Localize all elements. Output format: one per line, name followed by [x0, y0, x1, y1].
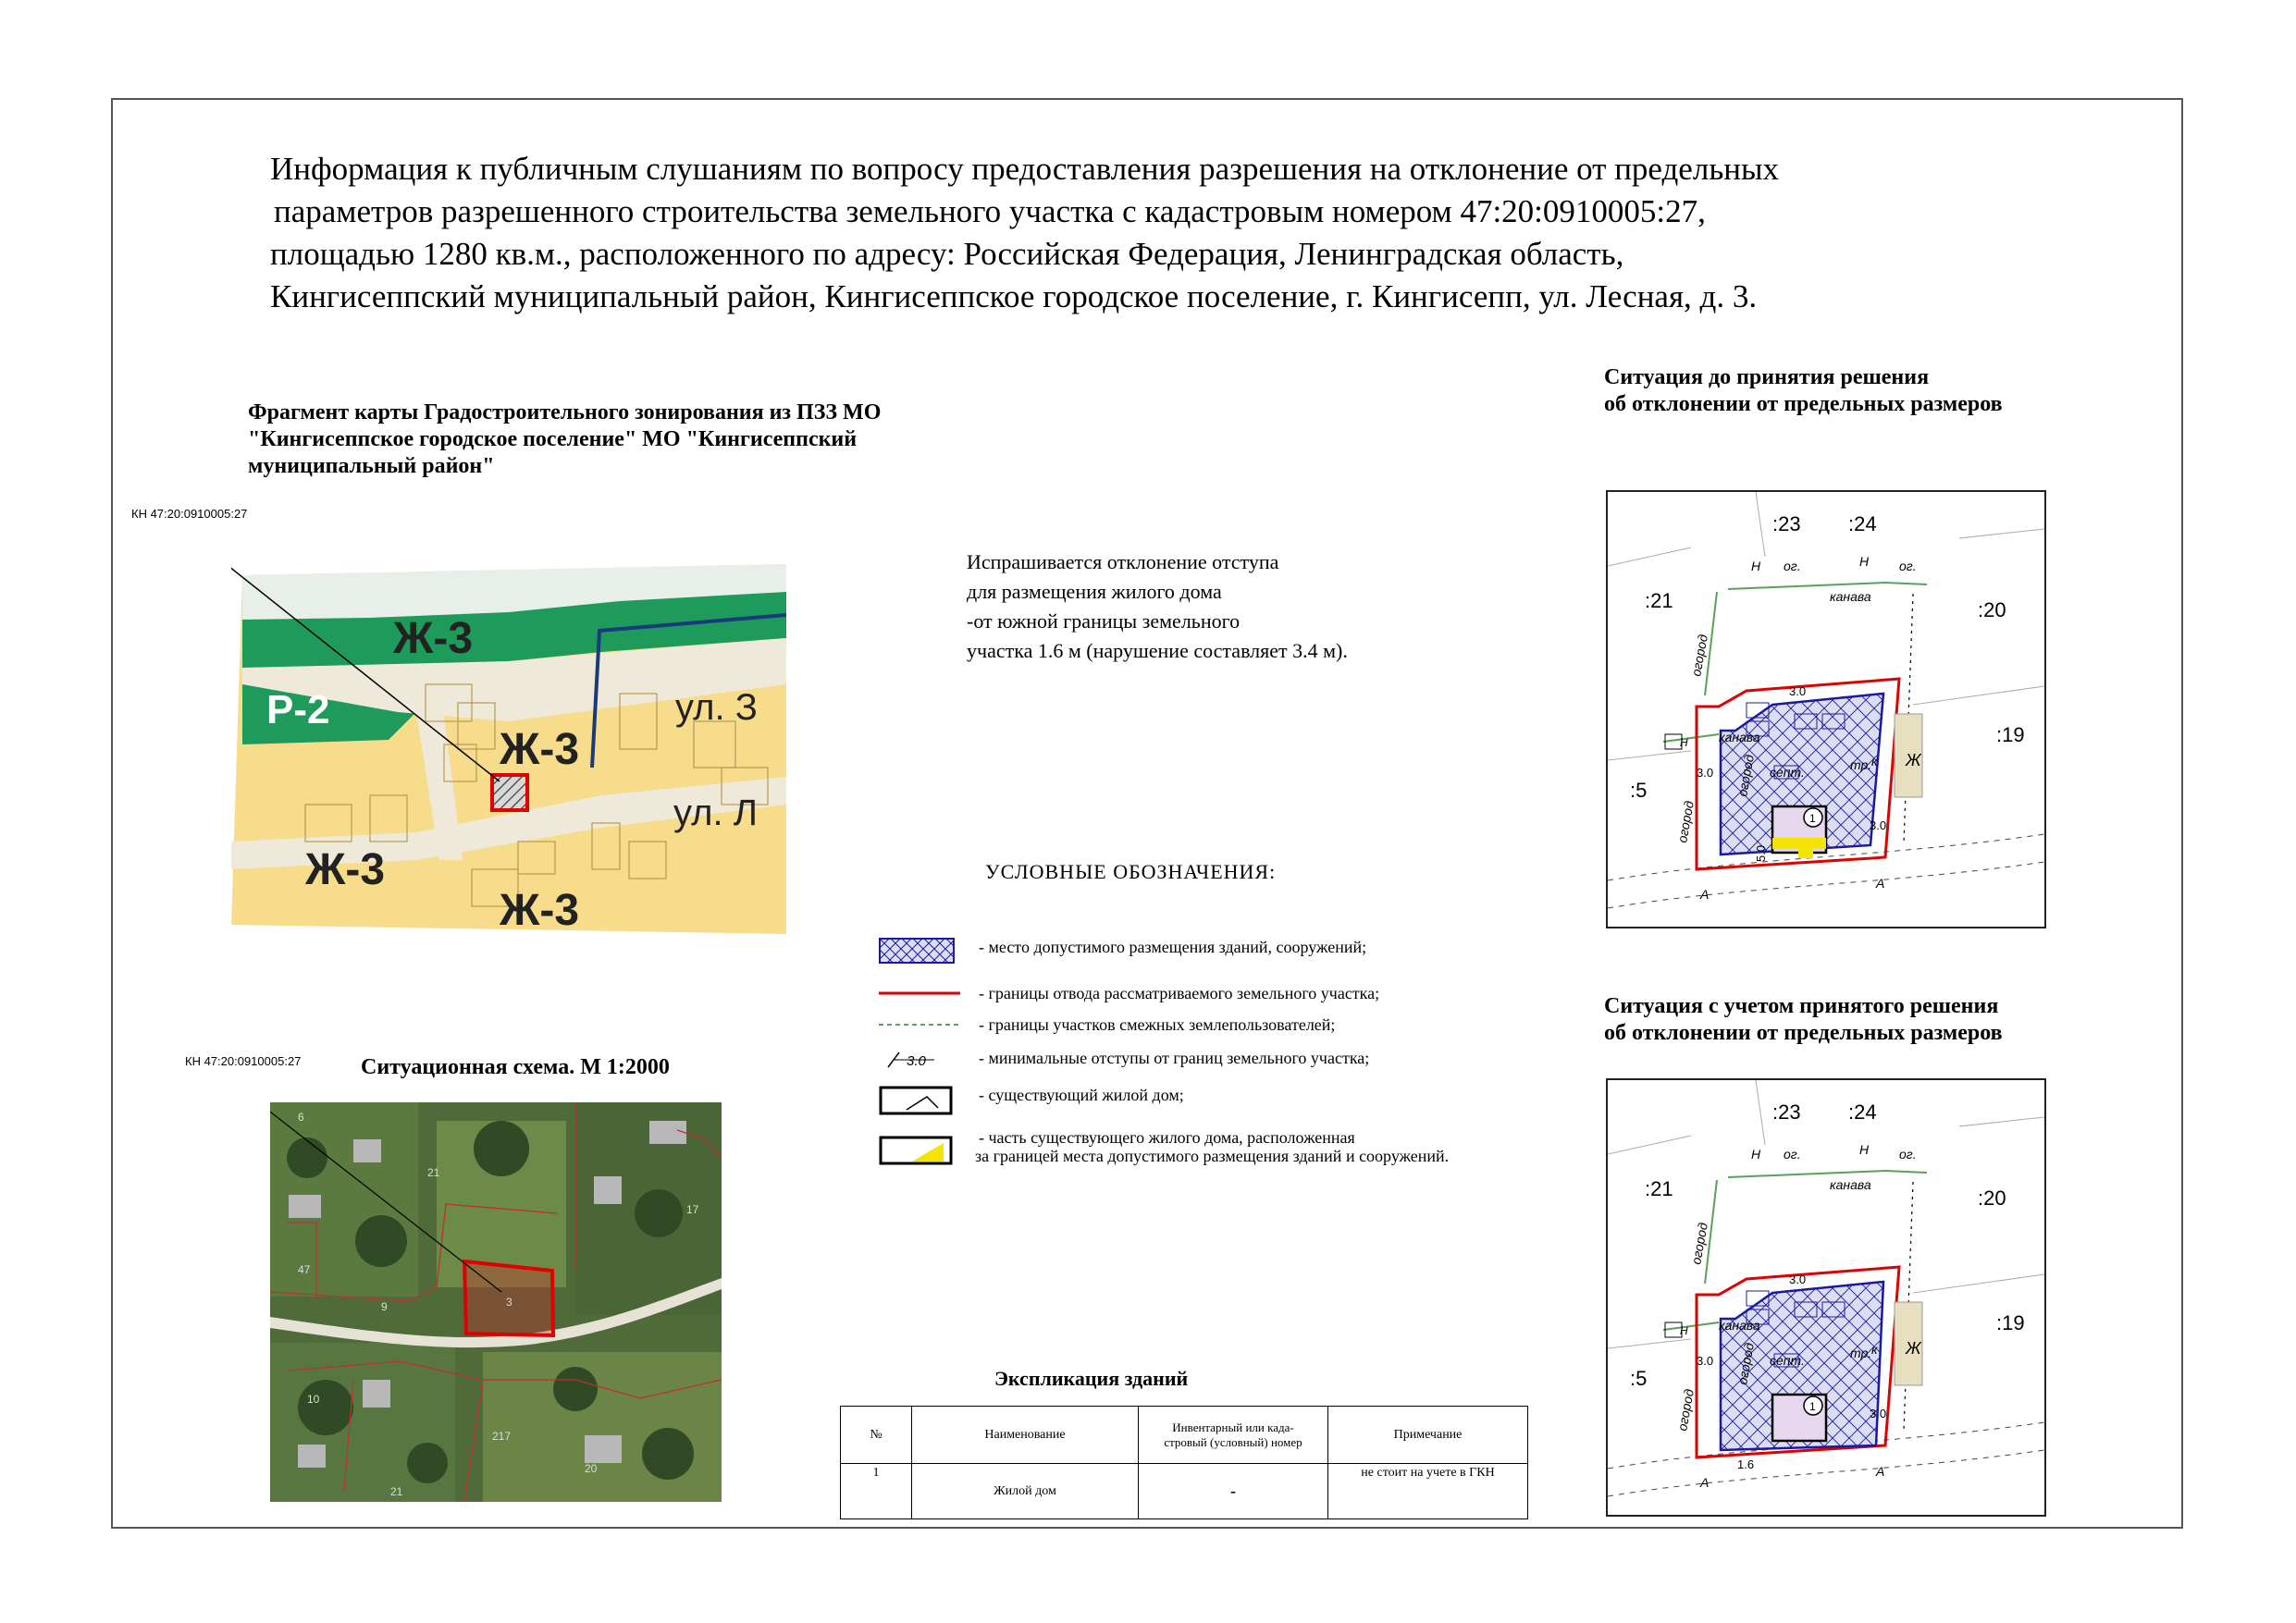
- zone-zh3-top: Ж-3: [393, 614, 474, 663]
- zoning-map: [231, 564, 786, 934]
- before-label-three-right: 3.0: [1870, 818, 1887, 832]
- after-heading-line-1: Ситуация с учетом принятого решения: [1604, 994, 1999, 1018]
- before-label-three-top: 3.0: [1789, 684, 1807, 698]
- after-label-kanava2: канава: [1719, 1318, 1760, 1333]
- explication-header-name: Наименование: [912, 1407, 1139, 1464]
- legend-title: УСЛОВНЫЕ ОБОЗНАЧЕНИЯ:: [985, 860, 1277, 883]
- after-label-k: к: [1871, 1342, 1878, 1357]
- setback-symbol-text: 3.0: [907, 1053, 926, 1069]
- red-line-swatch: [879, 984, 962, 1002]
- situation-heading: Ситуационная схема. М 1:2000: [361, 1055, 670, 1079]
- after-label-19: :19: [1996, 1311, 2025, 1334]
- after-label-n3: Н: [1680, 1324, 1688, 1337]
- explication-header-num: №: [841, 1407, 912, 1464]
- plot-num-4: 9: [381, 1300, 388, 1313]
- plot-num-10: 3: [506, 1296, 512, 1309]
- plot-num-1: 6: [298, 1111, 304, 1124]
- house-swatch-icon: [879, 1086, 955, 1115]
- before-label-23: :23: [1772, 512, 1801, 535]
- legend-item-1-text: - место допустимого размещения зданий, сооружений;: [979, 938, 1367, 956]
- after-label-sept: септ.: [1770, 1353, 1805, 1368]
- after-label-24: :24: [1848, 1100, 1877, 1124]
- zone-zh3-mid: Ж-3: [500, 725, 580, 774]
- street-label-1: ул. З: [675, 687, 758, 728]
- after-plan-drawing: [1608, 1080, 2044, 1515]
- after-label-three-left: 3.0: [1697, 1354, 1714, 1368]
- before-label-og2: ог.: [1899, 559, 1917, 573]
- request-text: [967, 547, 1348, 666]
- legend-item-5-text: - существующий жилой дом;: [979, 1086, 1184, 1104]
- request-line-2: для размещения жилого дома: [967, 580, 1222, 603]
- before-heading-line-1: Ситуация до принятия решения: [1604, 365, 1930, 389]
- before-label-k: к: [1871, 754, 1878, 768]
- plot-num-9: 17: [686, 1203, 699, 1216]
- after-label-n2: Н: [1859, 1142, 1870, 1157]
- zone-zh3-bottom: Ж-3: [500, 886, 580, 934]
- after-label-ogorod3: огород: [1674, 1387, 1697, 1432]
- green-dash-swatch: [879, 1015, 962, 1034]
- before-plan: [1606, 490, 2046, 928]
- explication-header-inv: Инвентарный или када- стровый (условный) номер: [1139, 1407, 1328, 1464]
- before-label-24: :24: [1848, 512, 1877, 535]
- before-label-5: :5: [1630, 779, 1648, 802]
- after-label-21: :21: [1645, 1177, 1673, 1200]
- before-label-ogorod2: огород: [1734, 753, 1757, 798]
- zone-r2: Р-2: [266, 687, 330, 732]
- plot-num-3: 47: [298, 1263, 311, 1276]
- before-label-tr: тр.: [1850, 757, 1872, 772]
- before-label-three-left: 3.0: [1697, 766, 1714, 780]
- plot-num-6: 217: [492, 1430, 512, 1443]
- after-label-n1: Н: [1751, 1147, 1761, 1162]
- legend-item-3-text: - границы участков смежных землепользователей;: [979, 1015, 1336, 1034]
- after-label-og2: ог.: [1899, 1147, 1917, 1162]
- before-label-n3: Н: [1680, 736, 1688, 749]
- after-label-ogorod2: огород: [1734, 1341, 1757, 1386]
- title-line-1: Информация к публичным слушаниям по вопросу предоставления разрешения на отклонение от предельных: [270, 151, 1780, 187]
- setback-symbol-icon: [879, 1049, 962, 1071]
- after-label-ogorod1: огород: [1688, 1221, 1710, 1266]
- after-label-20: :20: [1978, 1187, 2006, 1210]
- legend-item-6-text-a: - часть существующего жилого дома, расположенная: [979, 1128, 1355, 1147]
- request-line-1: Испрашивается отклонение отступа: [967, 550, 1279, 573]
- plot-num-7: 20: [585, 1462, 598, 1475]
- before-label-a1: А: [1700, 887, 1710, 902]
- house-outside-swatch-icon: [879, 1136, 955, 1165]
- after-heading: [1604, 993, 2003, 1047]
- legend-item-2-text: - границы отвода рассматриваемого земельного участка;: [979, 984, 1380, 1002]
- situation-kn-label: КН 47:20:0910005:27: [185, 1054, 302, 1068]
- after-label-three-top: 3.0: [1789, 1273, 1807, 1286]
- before-label-a2: А: [1876, 876, 1885, 891]
- plot-num-5: 10: [307, 1393, 320, 1406]
- after-label-a1: А: [1700, 1475, 1710, 1490]
- request-line-4: участка 1.6 м (нарушение составляет 3.4 м).: [967, 639, 1348, 662]
- before-label-19: :19: [1996, 723, 2025, 746]
- before-label-n2: Н: [1859, 554, 1870, 569]
- before-label-ogorod3: огород: [1674, 799, 1697, 844]
- zoning-heading-line-3: муниципальный район": [248, 454, 495, 478]
- after-plan: [1606, 1078, 2046, 1517]
- after-label-og1: ог.: [1784, 1147, 1801, 1162]
- after-label-one: 1: [1809, 1400, 1816, 1413]
- explication-cell-name: Жилой дом: [912, 1464, 1139, 1519]
- before-label-21: :21: [1645, 589, 1673, 612]
- zoning-heading-line-2: "Кингисеппское городское поселение" МО "Кингисеппский: [248, 427, 858, 451]
- before-label-kanava1: канава: [1830, 589, 1871, 604]
- zone-zh3-left: Ж-3: [305, 845, 386, 894]
- after-label-a2: А: [1876, 1464, 1885, 1479]
- before-label-one: 1: [1809, 812, 1816, 825]
- legend-item-6-text-b: за границей места допустимого размещения зданий и сооружений.: [975, 1147, 1450, 1165]
- before-heading-line-2: об отклонении от предельных размеров: [1604, 392, 2003, 416]
- after-label-23: :23: [1772, 1100, 1801, 1124]
- before-label-n1: Н: [1751, 559, 1761, 573]
- explication-cell-num: 1: [841, 1464, 912, 1519]
- after-heading-line-2: об отклонении от предельных размеров: [1604, 1021, 2003, 1045]
- before-heading: [1604, 364, 2003, 418]
- explication-title: Экспликация зданий: [994, 1367, 1189, 1390]
- explication-cell-note: не стоит на учете в ГКН: [1328, 1464, 1528, 1519]
- after-label-5: :5: [1630, 1367, 1648, 1390]
- zoning-heading-line-1: Фрагмент карты Градостроительного зонирования из ПЗЗ МО: [248, 400, 882, 424]
- before-label-zh: Ж: [1906, 751, 1921, 769]
- plot-num-2: 21: [427, 1166, 440, 1179]
- title-line-3: площадью 1280 кв.м., расположенного по адресу: Российская Федерация, Ленинградская область,: [270, 236, 1624, 272]
- before-plan-drawing: [1608, 492, 2044, 927]
- zoning-heading: [248, 400, 881, 480]
- allowed-zone-swatch: [879, 938, 955, 964]
- explication-table: [840, 1406, 1528, 1519]
- after-label-kanava1: канава: [1830, 1177, 1871, 1192]
- page-title: [270, 148, 2028, 318]
- before-label-ogorod1: огород: [1688, 633, 1710, 678]
- legend-item-4-text: - минимальные отступы от границ земельного участка;: [979, 1049, 1370, 1067]
- before-label-kanava2: канава: [1719, 730, 1760, 744]
- explication-header-note: Примечание: [1328, 1407, 1528, 1464]
- after-label-zh: Ж: [1906, 1339, 1921, 1358]
- after-label-setback-bottom: 1.6: [1737, 1457, 1755, 1471]
- request-line-3: -от южной границы земельного: [967, 609, 1241, 633]
- explication-cell-inv: -: [1139, 1464, 1328, 1519]
- zoning-kn-label: КН 47:20:0910005:27: [131, 507, 248, 521]
- after-label-tr: тр.: [1850, 1346, 1872, 1360]
- after-label-three-right: 3.0: [1870, 1407, 1887, 1420]
- before-label-20: :20: [1978, 598, 2006, 621]
- before-label-sept: септ.: [1770, 765, 1805, 780]
- plot-num-8: 21: [390, 1485, 403, 1498]
- title-line-4: Кингисеппский муниципальный район, Кингисеппское городское поселение, г. Кингисепп, ул. Лесная, д. 3.: [270, 278, 1758, 314]
- before-label-og1: ог.: [1784, 559, 1801, 573]
- before-label-setback-bottom: 5.0: [1754, 844, 1768, 862]
- situation-map: [270, 1102, 722, 1502]
- street-label-2: ул. Л: [673, 793, 758, 833]
- title-line-2: параметров разрешенного строительства земельного участка с кадастровым номером 47:20:0910005:27,: [274, 193, 1706, 229]
